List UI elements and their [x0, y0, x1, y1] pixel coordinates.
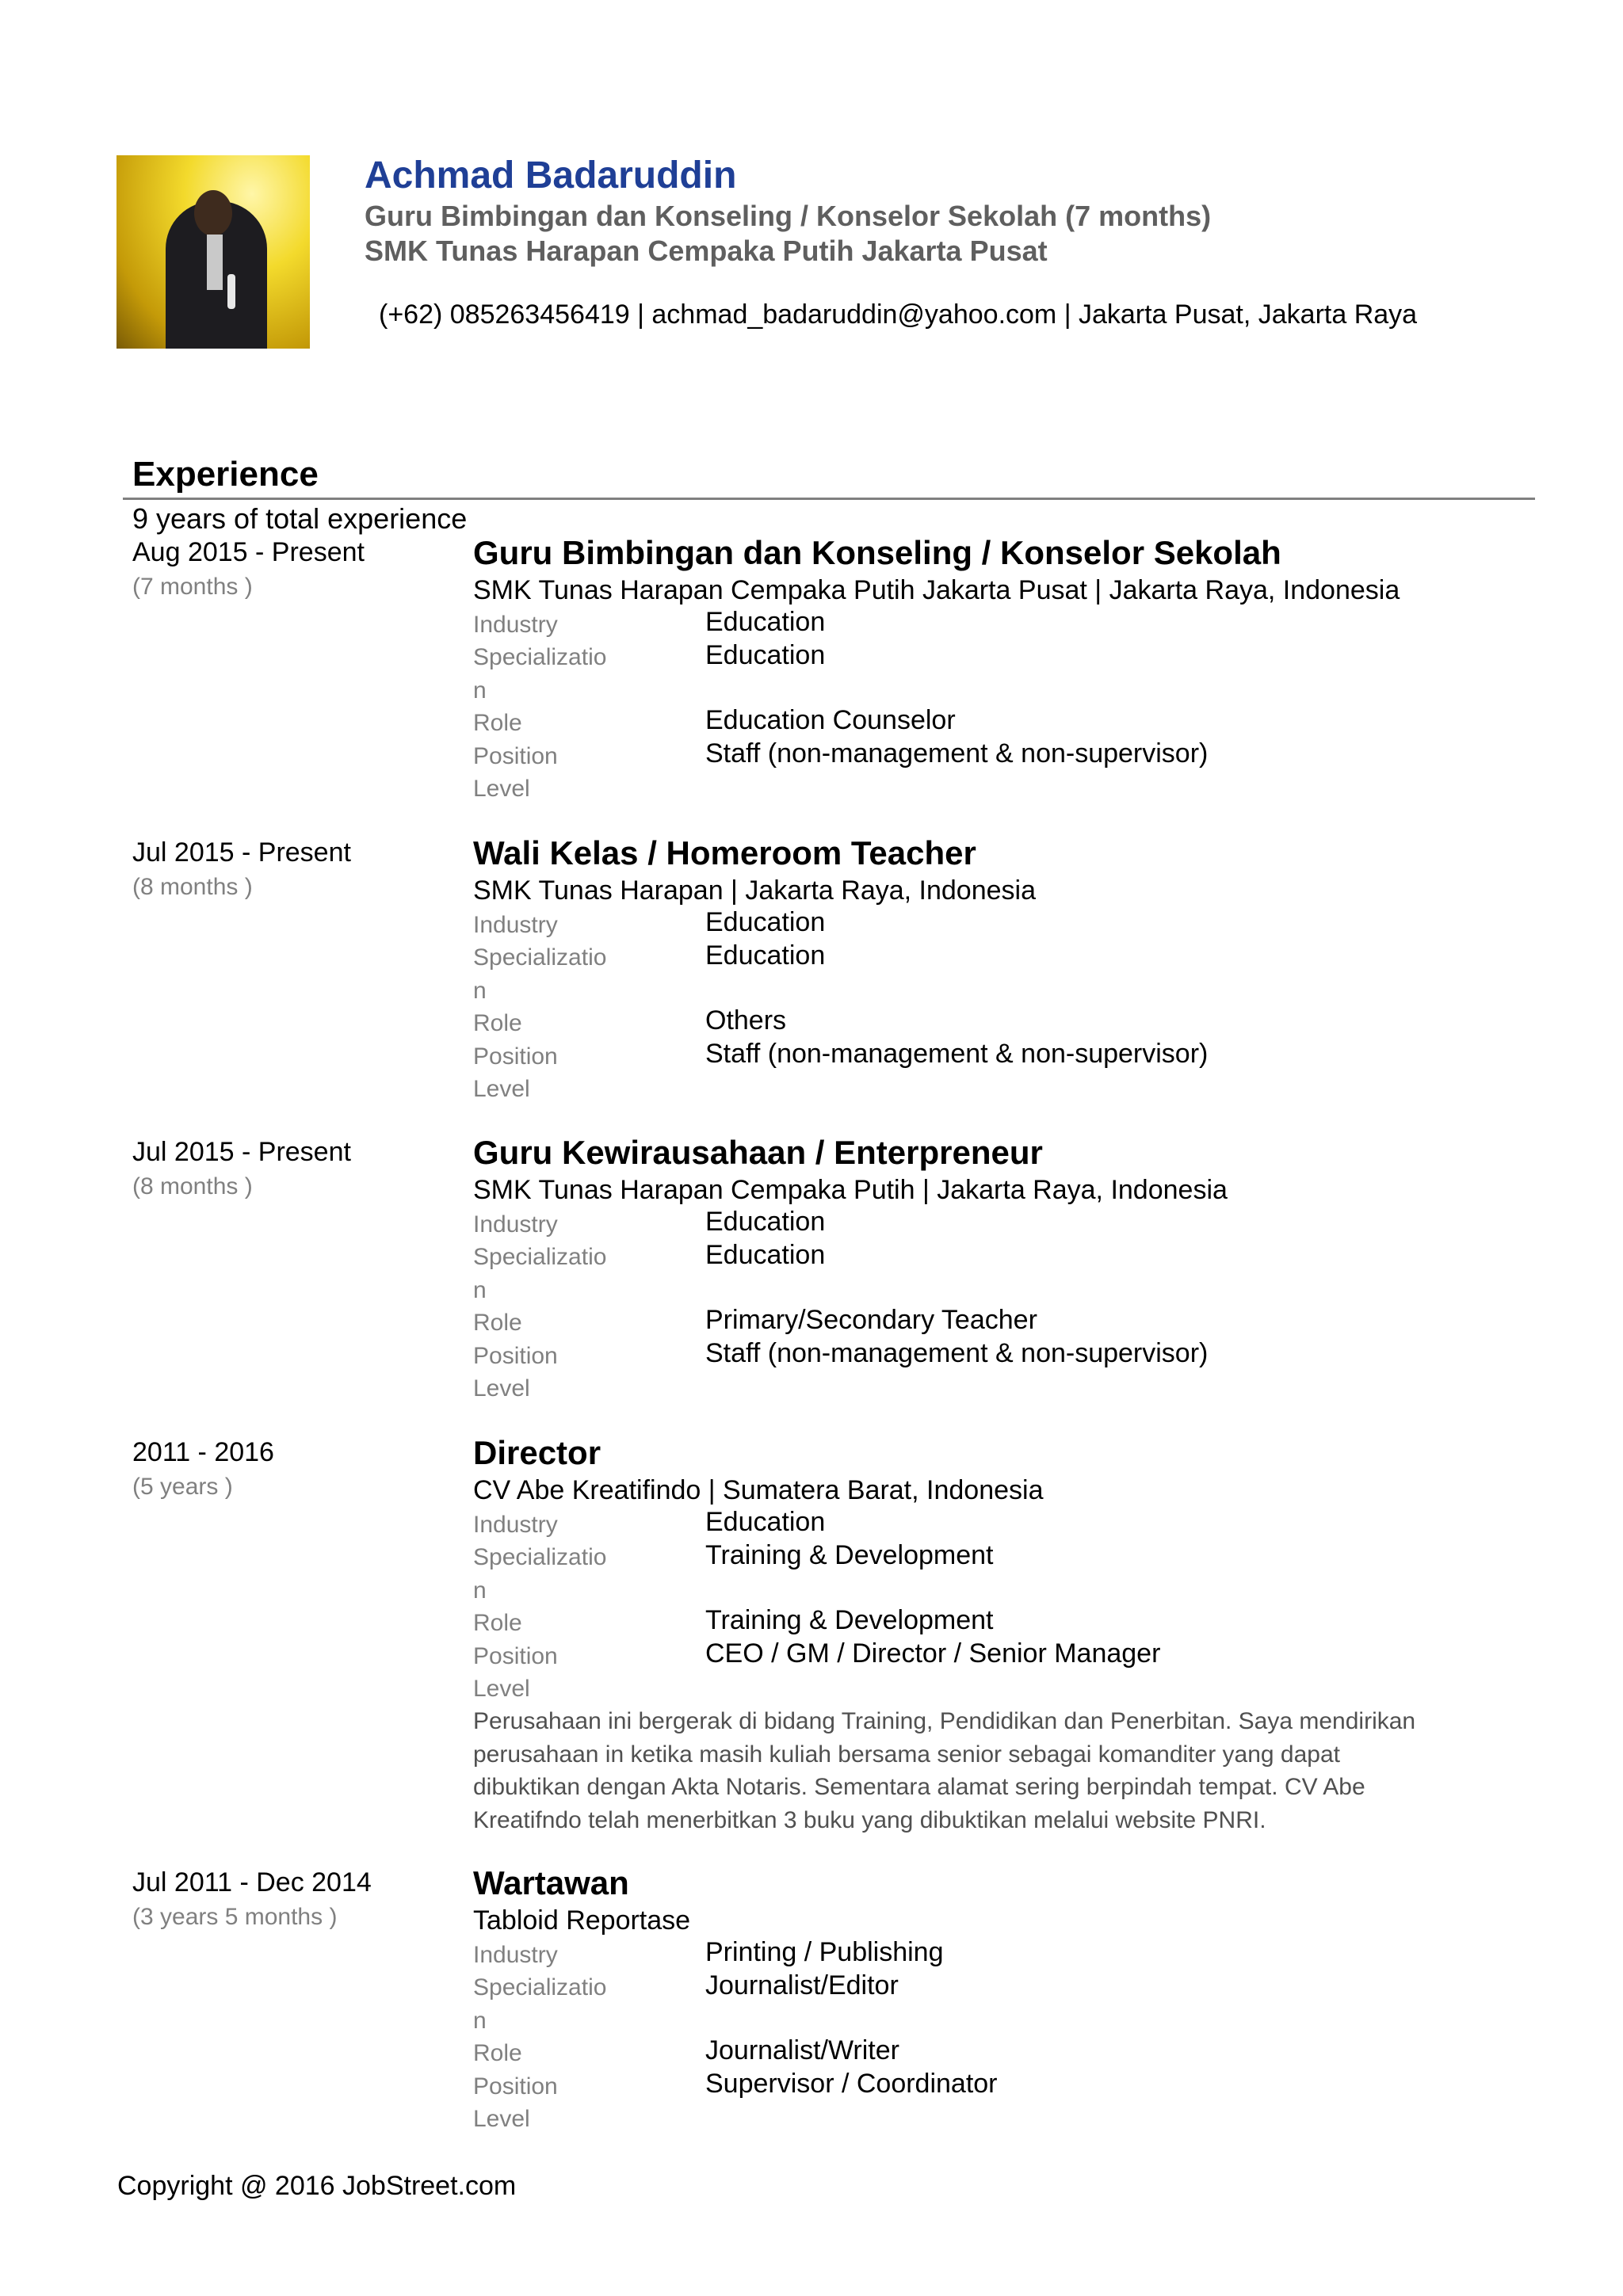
position-level-label-wrap: Level [473, 1676, 530, 1702]
specialization-label: Specializatio [473, 1244, 607, 1270]
specialization-value: Education [705, 640, 826, 670]
position-level-value: Supervisor / Coordinator [705, 2069, 998, 2099]
position-level-label-wrap: Level [473, 776, 530, 802]
position-level-value: Staff (non-management & non-supervisor) [705, 1338, 1209, 1368]
job-title: Director [473, 1434, 601, 1471]
industry-value: Education [705, 1207, 826, 1237]
industry-value: Education [705, 907, 826, 937]
specialization-label-wrap: n [473, 677, 487, 704]
job-description-line: Perusahaan ini bergerak di bidang Training, Pendidikan dan Penerbitan. Saya mendirikan [473, 1708, 1416, 1734]
specialization-value: Education [705, 1240, 826, 1270]
candidate-company: SMK Tunas Harapan Cempaka Putih Jakarta Pusat [365, 235, 1048, 267]
specialization-label-wrap: n [473, 1577, 487, 1604]
specialization-label-wrap: n [473, 1277, 487, 1303]
role-value: Journalist/Writer [705, 2035, 899, 2065]
specialization-value: Education [705, 940, 826, 971]
job-company: SMK Tunas Harapan | Jakarta Raya, Indonesia [473, 875, 1036, 906]
position-level-label: Position [473, 1643, 558, 1669]
job-company: CV Abe Kreatifindo | Sumatera Barat, Indonesia [473, 1475, 1044, 1505]
candidate-headline: Guru Bimbingan dan Konseling / Konselor Sekolah (7 months) [365, 200, 1212, 232]
role-label: Role [473, 1310, 522, 1336]
job-duration: (3 years 5 months ) [132, 1904, 338, 1930]
role-value: Others [705, 1005, 787, 1035]
position-level-label: Position [473, 1043, 558, 1070]
job-date: 2011 - 2016 [132, 1437, 274, 1467]
specialization-label: Specializatio [473, 944, 607, 971]
job-title: Guru Kewirausahaan / Enterpreneur [473, 1134, 1043, 1171]
job-date: Jul 2015 - Present [132, 1137, 351, 1167]
job-date: Aug 2015 - Present [132, 537, 365, 567]
job-description-line: Kreatifndo telah menerbitkan 3 buku yang dibuktikan melalui website PNRI. [473, 1806, 1266, 1833]
position-level-label: Position [473, 1343, 558, 1369]
job-description-line: dibuktikan dengan Akta Notaris. Sementara alamat sering berpindah tempat. CV Abe [473, 1774, 1365, 1800]
job-company: Tabloid Reportase [473, 1905, 691, 1936]
position-level-label-wrap: Level [473, 1076, 530, 1102]
position-level-label: Position [473, 743, 558, 769]
job-company: SMK Tunas Harapan Cempaka Putih | Jakarta Raya, Indonesia [473, 1175, 1228, 1205]
industry-value: Education [705, 607, 826, 637]
role-value: Training & Development [705, 1605, 994, 1635]
specialization-label-wrap: n [473, 978, 487, 1004]
position-level-value: CEO / GM / Director / Senior Manager [705, 1638, 1161, 1669]
specialization-label: Specializatio [473, 1974, 607, 2000]
profile-photo [116, 155, 310, 349]
position-level-label-wrap: Level [473, 1375, 530, 1402]
position-level-value: Staff (non-management & non-supervisor) [705, 738, 1209, 769]
total-experience: 9 years of total experience [132, 502, 468, 535]
job-duration: (8 months ) [132, 1173, 253, 1199]
specialization-label: Specializatio [473, 644, 607, 670]
specialization-label: Specializatio [473, 1544, 607, 1570]
contact-info: (+62) 085263456419 | achmad_badaruddin@yahoo.com | Jakarta Pusat, Jakarta Raya [379, 299, 1418, 330]
role-label: Role [473, 1610, 522, 1636]
candidate-name: Achmad Badaruddin [365, 154, 737, 196]
position-level-value: Staff (non-management & non-supervisor) [705, 1039, 1209, 1069]
job-date: Jul 2011 - Dec 2014 [132, 1867, 372, 1897]
job-title: Wartawan [473, 1864, 629, 1901]
role-label: Role [473, 1010, 522, 1036]
specialization-label-wrap: n [473, 2008, 487, 2034]
role-label: Role [473, 2040, 522, 2066]
role-label: Role [473, 710, 522, 736]
footer-copyright: Copyright @ 2016 JobStreet.com [117, 2171, 517, 2201]
job-title: Guru Bimbingan dan Konseling / Konselor Sekolah [473, 534, 1281, 571]
industry-label: Industry [473, 1942, 558, 1968]
industry-label: Industry [473, 1512, 558, 1538]
position-level-label: Position [473, 2073, 558, 2100]
specialization-value: Journalist/Editor [705, 1970, 899, 2000]
industry-label: Industry [473, 612, 558, 638]
position-level-label-wrap: Level [473, 2106, 530, 2132]
role-value: Primary/Secondary Teacher [705, 1305, 1037, 1335]
specialization-value: Training & Development [705, 1540, 994, 1570]
role-value: Education Counselor [705, 705, 956, 735]
job-duration: (5 years ) [132, 1474, 233, 1500]
industry-value: Printing / Publishing [705, 1937, 944, 1967]
job-company: SMK Tunas Harapan Cempaka Putih Jakarta Pusat | Jakarta Raya, Indonesia [473, 575, 1400, 605]
job-title: Wali Kelas / Homeroom Teacher [473, 834, 976, 871]
industry-value: Education [705, 1507, 826, 1537]
job-date: Jul 2015 - Present [132, 837, 351, 868]
section-divider [123, 498, 1535, 500]
job-description-line: perusahaan in ketika masih kuliah bersama senior sebagai komanditer yang dapat [473, 1741, 1340, 1768]
job-duration: (7 months ) [132, 574, 253, 600]
job-duration: (8 months ) [132, 874, 253, 900]
industry-label: Industry [473, 912, 558, 938]
job-description [473, 1705, 1503, 1836]
industry-label: Industry [473, 1211, 558, 1238]
section-title-experience: Experience [132, 455, 319, 494]
